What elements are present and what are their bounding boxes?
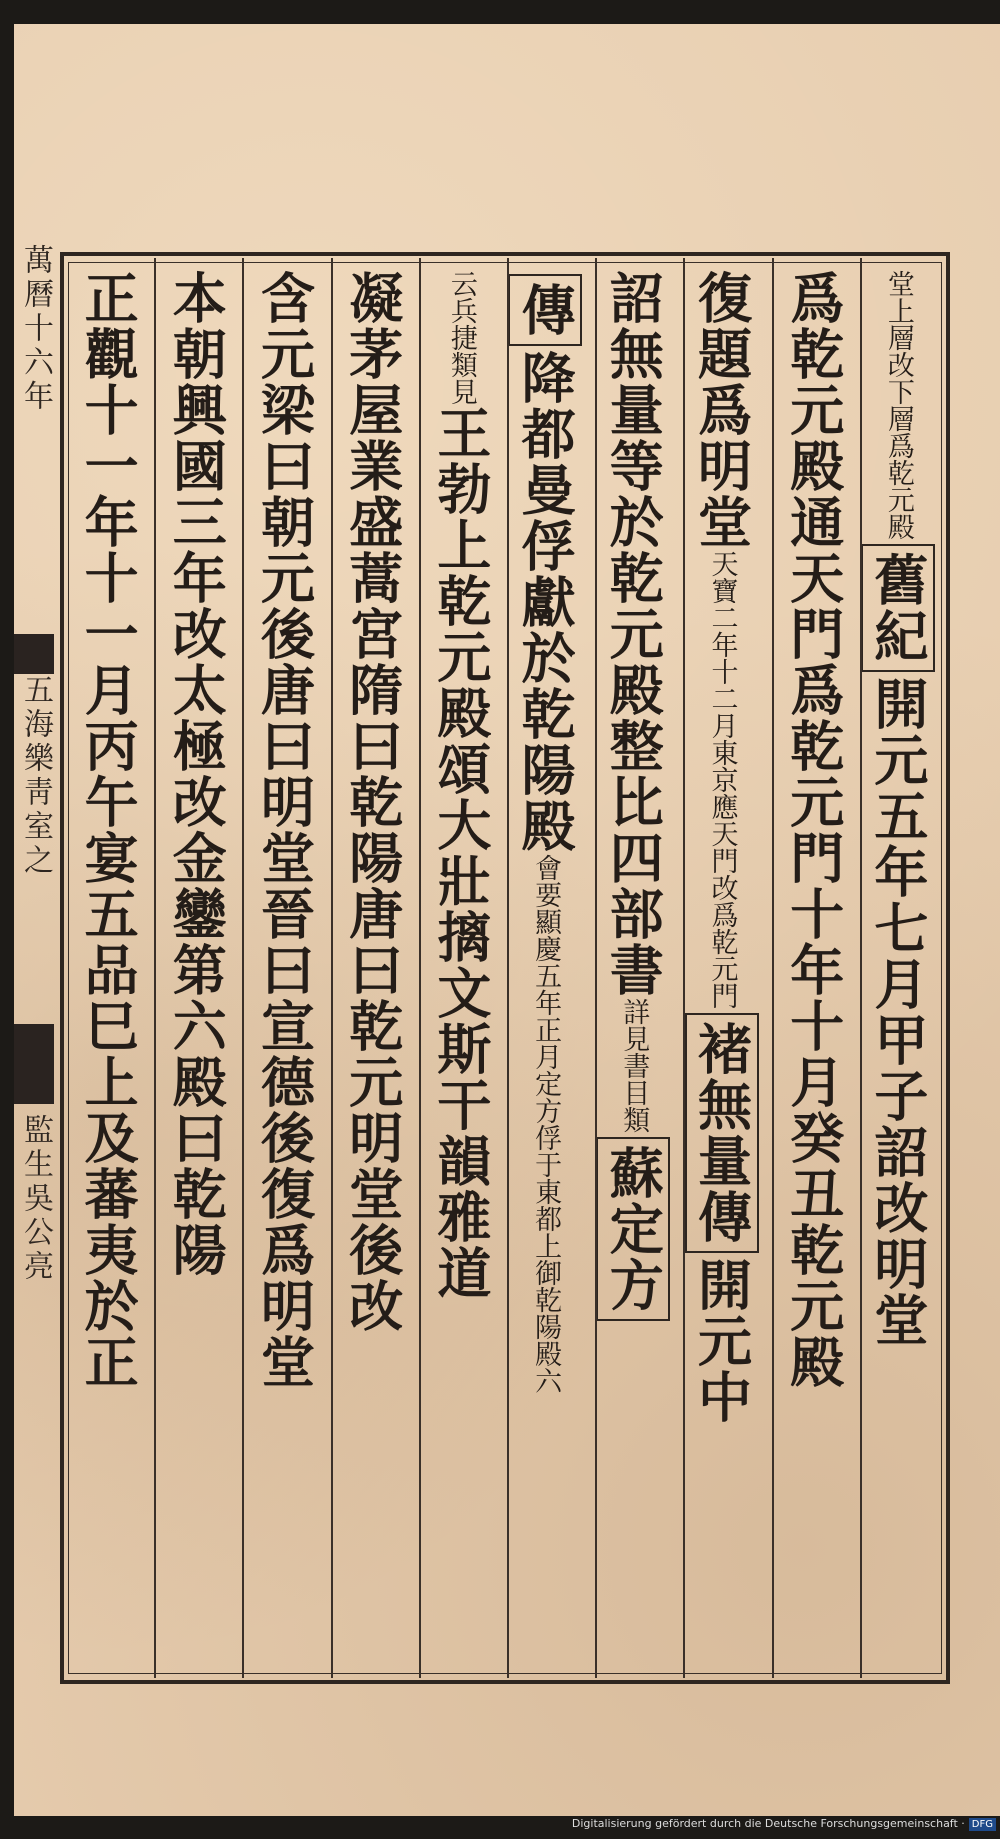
column-divider bbox=[331, 258, 333, 1678]
annotation-text: 目類 bbox=[618, 1079, 650, 1133]
main-text: 爲乾元殿通天門爲乾元門十年十月癸丑乾元殿 bbox=[781, 270, 846, 1390]
text-column bbox=[513, 270, 582, 1670]
edge-text-middle: 五海樂靑室之 bbox=[18, 674, 53, 878]
main-text: 正觀十一年十一月丙午宴五品巳上及蕃夷於正 bbox=[76, 270, 141, 1390]
edge-text-top: 萬曆十六年 bbox=[18, 244, 53, 414]
page-edge-margin bbox=[14, 244, 60, 1604]
text-column bbox=[75, 270, 141, 1670]
text-column bbox=[340, 270, 406, 1670]
column-divider bbox=[154, 258, 156, 1678]
main-text: 本朝興國三年改太極改金鑾第六殿曰乾陽 bbox=[164, 270, 229, 1278]
boxed-source-title: 傳 bbox=[508, 274, 582, 346]
digitization-credit bbox=[572, 1817, 996, 1835]
annotation-text: 層爲乾元殿 bbox=[882, 405, 914, 540]
annotation-text: 天寶二年十二月東京 bbox=[706, 550, 738, 793]
annotation-text: 堂上層改下 bbox=[882, 270, 914, 405]
main-text: 降都曼俘獻於乾陽殿 bbox=[513, 350, 578, 854]
main-text: 凝茅屋業盛蒿宮隋曰乾陽唐曰乾元明堂後改 bbox=[340, 270, 405, 1334]
main-text: 復題爲明堂 bbox=[689, 270, 754, 550]
main-text: 詔無量等於乾元殿整比四部書 bbox=[601, 270, 666, 998]
annotation-text: 兵捷類 bbox=[445, 297, 477, 378]
text-column bbox=[163, 270, 229, 1670]
annotation-text: 見 bbox=[445, 378, 477, 405]
boxed-source-title: 褚無量傳 bbox=[685, 1013, 759, 1253]
column-divider bbox=[419, 258, 421, 1678]
text-column bbox=[865, 270, 935, 1670]
text-column bbox=[252, 270, 318, 1670]
column-divider bbox=[595, 258, 597, 1678]
book-page bbox=[14, 24, 1000, 1816]
edge-text-bottom: 監生吳公亮 bbox=[18, 1114, 53, 1284]
text-frame bbox=[60, 252, 950, 1684]
boxed-source-title: 舊紀 bbox=[861, 544, 935, 672]
main-text: 開元中 bbox=[689, 1257, 754, 1425]
main-text: 王勃上乾元殿頌大壯摛文斯干韻雅道 bbox=[428, 405, 493, 1301]
annotation-text: 詳見書 bbox=[618, 998, 650, 1079]
text-column bbox=[601, 270, 670, 1670]
annotation-text: 應天門改爲乾元門 bbox=[706, 793, 738, 1009]
ink-blot bbox=[14, 1024, 54, 1104]
text-column bbox=[689, 270, 759, 1670]
ink-blot bbox=[14, 634, 54, 674]
column-divider bbox=[860, 258, 862, 1678]
column-divider bbox=[683, 258, 685, 1678]
main-text: 開元五年七月甲子詔改明堂 bbox=[865, 676, 930, 1348]
column-divider bbox=[772, 258, 774, 1678]
column-divider bbox=[507, 258, 509, 1678]
boxed-source-title: 蘇定方 bbox=[596, 1137, 670, 1321]
dfg-logo: DFG bbox=[969, 1818, 996, 1831]
annotation-text: 會要顯慶五年正月定方 bbox=[530, 854, 562, 1124]
text-column bbox=[781, 270, 847, 1670]
column-divider bbox=[242, 258, 244, 1678]
main-text: 含元梁曰朝元後唐曰明堂晉曰宣德後復爲明堂 bbox=[252, 270, 317, 1390]
annotation-text: 俘于東都上御乾陽殿六 bbox=[530, 1124, 562, 1394]
credit-text: Digitalisierung gefördert durch die Deutsche Forschungsgemeinschaft · bbox=[571, 1817, 965, 1830]
text-column bbox=[428, 270, 494, 1670]
annotation-text: 云 bbox=[445, 270, 477, 297]
